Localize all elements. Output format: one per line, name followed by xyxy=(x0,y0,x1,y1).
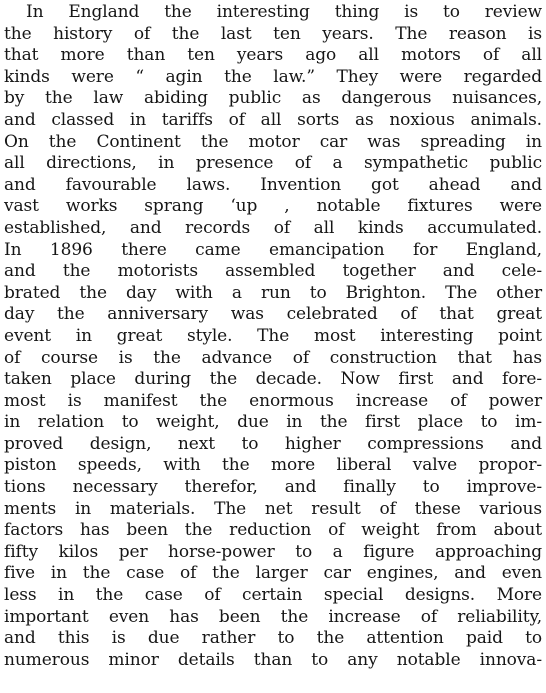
text-line: In England the interesting thing is to review xyxy=(26,2,542,22)
text-line: established, and records of all kinds accumulated. xyxy=(4,217,542,238)
text-line: In 1896 there came emancipation for England, xyxy=(4,239,542,260)
text-line: On the Continent the motor car was spreading in xyxy=(4,131,542,152)
text-line: kinds were “ agin the law.” They were regarded xyxy=(4,66,542,87)
text-line: of course is the advance of construction that has xyxy=(4,347,542,368)
text-line: the history of the last ten years. The reason is xyxy=(4,23,542,44)
article-text xyxy=(4,2,542,671)
text-line: less in the case of certain special designs. More xyxy=(4,585,542,606)
text-line: all directions, in presence of a sympathetic public xyxy=(4,153,542,174)
text-line: by the law abiding public as dangerous nuisances, xyxy=(4,88,542,109)
text-line: and favourable laws. Invention got ahead and xyxy=(4,174,542,195)
text-line: that more than ten years ago all motors of all xyxy=(4,45,542,66)
text-line: fifty kilos per horse-power to a figure approaching xyxy=(4,541,542,562)
text-line: proved design, next to higher compressions and xyxy=(4,433,542,454)
text-line: day the anniversary was celebrated of that great xyxy=(4,304,542,325)
text-line: and classed in tariffs of all sorts as noxious animals. xyxy=(4,109,542,130)
text-line: and this is due rather to the attention paid to xyxy=(4,628,542,649)
text-line: numerous minor details than to any notable innova- xyxy=(4,649,542,670)
text-line: ments in materials. The net result of these various xyxy=(4,498,542,519)
text-line: piston speeds, with the more liberal valve propor- xyxy=(4,455,542,476)
text-line: five in the case of the larger car engines, and even xyxy=(4,563,542,584)
text-line: event in great style. The most interesting point xyxy=(4,325,542,346)
text-line: and the motorists assembled together and cele- xyxy=(4,261,542,282)
text-line: brated the day with a run to Brighton. The other xyxy=(4,282,542,303)
text-line: vast works sprang ‘up , notable fixtures were xyxy=(4,196,542,217)
text-line: most is manifest the enormous increase of power xyxy=(4,390,542,411)
text-line: factors has been the reduction of weight from about xyxy=(4,520,542,541)
text-line: taken place during the decade. Now first and fore- xyxy=(4,369,542,390)
text-line: important even has been the increase of reliability, xyxy=(4,606,542,627)
text-line: in relation to weight, due in the first place to im- xyxy=(4,412,542,433)
text-line: tions necessary therefor, and finally to improve- xyxy=(4,477,542,498)
